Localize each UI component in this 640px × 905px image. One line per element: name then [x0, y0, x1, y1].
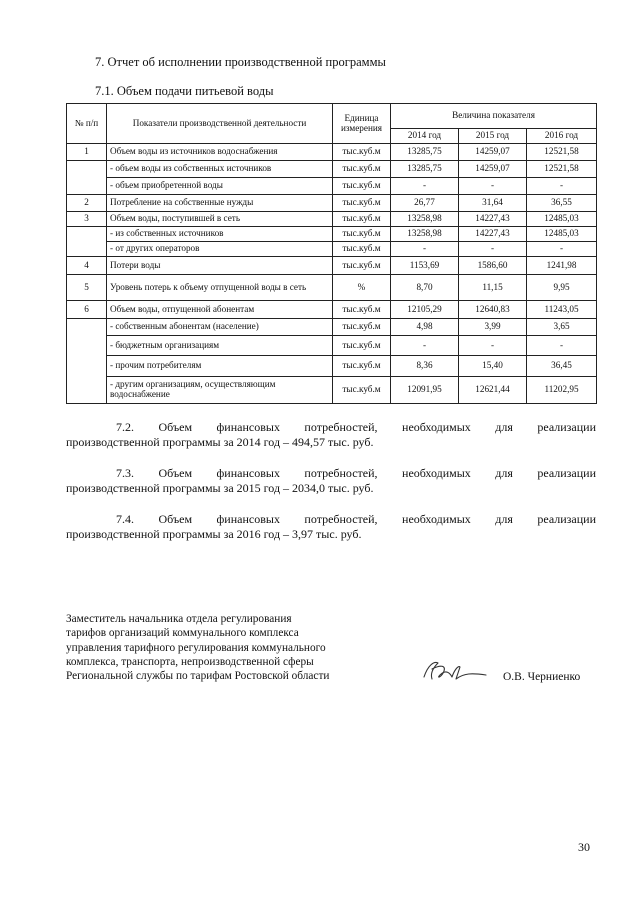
- page-number: 30: [578, 840, 590, 854]
- table-row: [67, 212, 597, 227]
- row-unit: тыс.куб.м: [333, 356, 391, 377]
- table-row: [67, 227, 597, 242]
- table-row: [67, 377, 597, 404]
- row-name: - от других операторов: [107, 242, 333, 257]
- row-name: - из собственных источников: [107, 227, 333, 242]
- row-unit: тыс.куб.м: [333, 212, 391, 227]
- row-value-2016: 12521,58: [527, 161, 597, 178]
- row-value-2014: 26,77: [391, 195, 459, 212]
- row-value-2014: 13258,98: [391, 227, 459, 242]
- header-num: № п/п: [67, 104, 107, 144]
- row-value-2014: -: [391, 178, 459, 195]
- row-value-2014: 8,70: [391, 275, 459, 301]
- row-value-2015: 1586,60: [459, 257, 527, 275]
- row-value-2015: 14227,43: [459, 227, 527, 242]
- row-value-2014: 1153,69: [391, 257, 459, 275]
- row-value-2016: 12521,58: [527, 144, 597, 161]
- table-row: [67, 195, 597, 212]
- table-row: [67, 319, 597, 336]
- row-value-2014: 13258,98: [391, 212, 459, 227]
- header-unit: Единица измерения: [333, 104, 391, 144]
- row-name: Объем воды, поступившей в сеть: [107, 212, 333, 227]
- row-unit: тыс.куб.м: [333, 336, 391, 356]
- table-row: [67, 161, 597, 178]
- header-year-2016: 2016 год: [527, 129, 597, 144]
- header-year-2014: 2014 год: [391, 129, 459, 144]
- row-value-2014: 12091,95: [391, 377, 459, 404]
- row-value-2016: 9,95: [527, 275, 597, 301]
- row-value-2015: 31,64: [459, 195, 527, 212]
- row-number: [67, 319, 107, 404]
- row-value-2015: 11,15: [459, 275, 527, 301]
- table-row: [67, 144, 597, 161]
- row-value-2015: 14227,43: [459, 212, 527, 227]
- row-value-2015: -: [459, 336, 527, 356]
- row-value-2016: -: [527, 336, 597, 356]
- row-number: 5: [67, 275, 107, 301]
- row-value-2016: 12485,03: [527, 212, 597, 227]
- row-value-2014: 4,98: [391, 319, 459, 336]
- row-value-2016: 36,45: [527, 356, 597, 377]
- paragraph-line: 7.2. Объем финансовых потребностей, необходимых для реализации: [116, 420, 596, 434]
- row-value-2015: 12621,44: [459, 377, 527, 404]
- signatory-line: управления тарифного регулирования коммунального: [66, 641, 326, 654]
- row-unit: тыс.куб.м: [333, 377, 391, 404]
- signatory-line: Региональной службы по тарифам Ростовской области: [66, 670, 330, 683]
- row-number: [67, 227, 107, 257]
- row-number: 6: [67, 301, 107, 319]
- row-value-2016: 12485,03: [527, 227, 597, 242]
- signatory-line: Заместитель начальника отдела регулирования: [66, 613, 292, 625]
- paragraph-7-4: [66, 512, 596, 542]
- paragraph-7-2: [66, 420, 596, 450]
- row-unit: тыс.куб.м: [333, 319, 391, 336]
- row-name: Объем воды из источников водоснабжения: [107, 144, 333, 161]
- row-value-2015: 3,99: [459, 319, 527, 336]
- row-name: - объем воды из собственных источников: [107, 161, 333, 178]
- signatory-line: комплекса, транспорта, непроизводственной сферы: [66, 655, 314, 668]
- row-value-2014: 13285,75: [391, 161, 459, 178]
- paragraph-line: производственной программы за 2016 год – 3,97 тыс. руб.: [66, 527, 362, 541]
- table-row: [67, 242, 597, 257]
- row-value-2014: -: [391, 242, 459, 257]
- handwritten-signature: [420, 655, 490, 685]
- paragraph-line: производственной программы за 2014 год – 494,57 тыс. руб.: [66, 435, 374, 449]
- paragraph-7-3: [66, 466, 596, 496]
- row-value-2016: 1241,98: [527, 257, 597, 275]
- row-value-2016: -: [527, 242, 597, 257]
- water-supply-table: [66, 103, 597, 404]
- row-value-2014: 8,36: [391, 356, 459, 377]
- row-value-2016: -: [527, 178, 597, 195]
- row-number: 1: [67, 144, 107, 161]
- row-unit: тыс.куб.м: [333, 257, 391, 275]
- row-value-2015: -: [459, 242, 527, 257]
- row-value-2016: 11243,05: [527, 301, 597, 319]
- row-unit: тыс.куб.м: [333, 161, 391, 178]
- row-unit: тыс.куб.м: [333, 144, 391, 161]
- row-unit: тыс.куб.м: [333, 242, 391, 257]
- row-unit: тыс.куб.м: [333, 195, 391, 212]
- row-unit: тыс.куб.м: [333, 178, 391, 195]
- header-indicator: Показатели производственной деятельности: [107, 104, 333, 144]
- paragraph-line: 7.4. Объем финансовых потребностей, необходимых для реализации: [116, 512, 596, 526]
- row-value-2014: 13285,75: [391, 144, 459, 161]
- paragraph-line: 7.3. Объем финансовых потребностей, необходимых для реализации: [116, 466, 596, 480]
- row-number: 3: [67, 212, 107, 227]
- row-value-2015: -: [459, 178, 527, 195]
- section-heading: 7. Отчет об исполнении производственной программы: [95, 55, 386, 69]
- table-row: [67, 178, 597, 195]
- row-name: Уровень потерь к объему отпущенной воды в сеть: [107, 275, 333, 301]
- row-name: - объем приобретенной воды: [107, 178, 333, 195]
- row-value-2016: 36,55: [527, 195, 597, 212]
- row-value-2015: 15,40: [459, 356, 527, 377]
- row-unit: %: [333, 275, 391, 301]
- signatory-title: [66, 612, 329, 683]
- row-value-2015: 12640,83: [459, 301, 527, 319]
- row-name: Потери воды: [107, 257, 333, 275]
- signatory-name: О.В. Черниенко: [503, 671, 581, 683]
- subsection-heading: 7.1. Объем подачи питьевой воды: [95, 84, 274, 98]
- row-number: [67, 161, 107, 195]
- row-value-2015: 14259,07: [459, 161, 527, 178]
- row-number: 4: [67, 257, 107, 275]
- table-row: [67, 336, 597, 356]
- row-value-2016: 11202,95: [527, 377, 597, 404]
- row-value-2015: 14259,07: [459, 144, 527, 161]
- table-row: [67, 257, 597, 275]
- row-name: Объем воды, отпущенной абонентам: [107, 301, 333, 319]
- row-value-2014: 12105,29: [391, 301, 459, 319]
- row-value-2014: -: [391, 336, 459, 356]
- table-row: [67, 356, 597, 377]
- row-name: Потребление на собственные нужды: [107, 195, 333, 212]
- paragraph-line: производственной программы за 2015 год – 2034,0 тыс. руб.: [66, 481, 374, 495]
- row-name: - собственным абонентам (население): [107, 319, 333, 336]
- header-year-2015: 2015 год: [459, 129, 527, 144]
- row-value-2016: 3,65: [527, 319, 597, 336]
- table-row: [67, 275, 597, 301]
- signatory-line: тарифов организаций коммунального комплекса: [66, 627, 299, 640]
- row-unit: тыс.куб.м: [333, 227, 391, 242]
- row-unit: тыс.куб.м: [333, 301, 391, 319]
- header-value: Величина показателя: [391, 104, 597, 129]
- row-number: 2: [67, 195, 107, 212]
- row-name: - бюджетным организациям: [107, 336, 333, 356]
- table-row: [67, 301, 597, 319]
- row-name: - прочим потребителям: [107, 356, 333, 377]
- row-name: - другим организациям, осуществляющим водоснабжение: [107, 377, 333, 404]
